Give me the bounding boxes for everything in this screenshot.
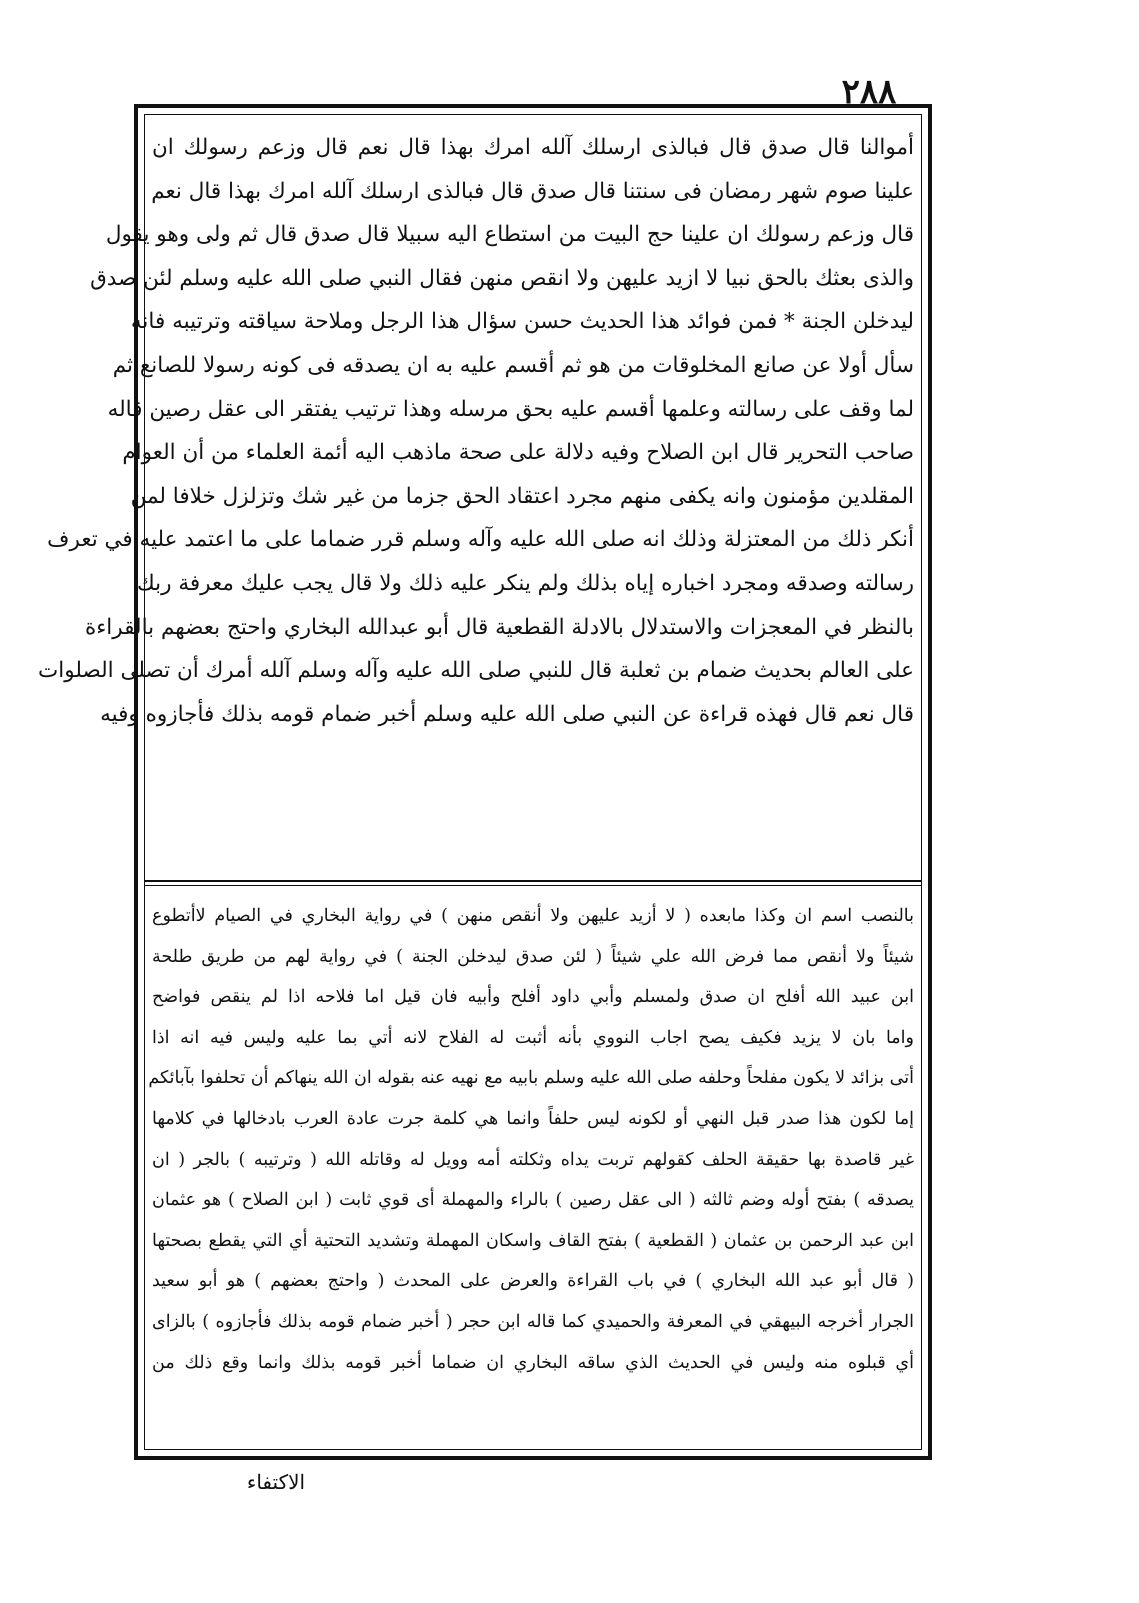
main-text-line: قال وزعم رسولك ان علينا حج البيت من استطاع اليه سبيلا قال صدق قال ثم ولى وهو يقول — [105, 222, 914, 248]
footnote-line: غير قاصدة بها حقيقة الحلف كقولهم تربت يداه وثكلته أمه وويل له وقاتله الله ( وترتيبه ) بالجر ( ان — [152, 1149, 914, 1170]
footnote-line: ابن عبد الرحمن بن عثمان ( القطعية ) بفتح القاف واسكان المهملة وتشديد التحتية أي التي يقطع بصحتها — [152, 1230, 914, 1251]
footnote-line: واما بان لا يزيد فكيف يصح اجاب النووي بأنه أثبت له الفلاح لانه أتي بما عليه وليس فيه انه اذا — [152, 1027, 914, 1048]
footnote-line: أتى بزائد لا يكون مفلحاً وحلفه صلى الله عليه وسلم بابيه مع نهيه عنه بقوله ان الله ينهاكم أن تحلفوا بآبائكم — [148, 1068, 914, 1089]
main-text-line: على العالم بحديث ضمام بن ثعلبة قال للنبي صلى الله عليه وآله وسلم آلله أمرك أن تصلى الصلوات — [38, 658, 914, 684]
main-text-line: والذى بعثك بالحق نبيا لا ازيد عليهن ولا انقص منهن فقال النبي صلى الله عليه وسلم لئن صدق — [90, 265, 914, 291]
main-text-line: سأل أولا عن صانع المخلوقات من هو ثم أقسم عليه به ان يصدقه فى كونه رسولا للصانع ثم — [112, 352, 914, 378]
footnote-line: شيئاً ولا أنقص مما فرض الله علي شيئاً ( لئن صدق ليدخلن الجنة ) في رواية لهم من طريق طلحة — [152, 946, 914, 967]
footnote-line: ابن عبيد الله أفلح ان صدق ولمسلم وأبي داود أفلح وأبيه فان قيل اما فلاحه اذا لم ينقص فواضح — [152, 987, 914, 1008]
main-text-line: رسالته وصدقه ومجرد اخباره إياه بذلك ولم ينكر عليه ذلك ولا قال يجب عليك معرفة ربك — [137, 570, 914, 596]
footnote-divider-inner — [144, 885, 922, 886]
footnote-divider — [144, 880, 922, 882]
footnote-line: الجرار أخرجه البيهقي في المعرفة والحميدي كما قاله ابن حجر ( أخبر ضمام قومه بذلك فأجازوه ) بالزاى — [152, 1311, 914, 1332]
main-text-line: لما وقف على رسالته وعلمها أقسم عليه بحق مرسله وهذا ترتيب يفتقر الى عقل رصين قاله — [107, 396, 914, 422]
page-number: ٢٨٨ — [841, 72, 897, 112]
main-text-line: المقلدين مؤمنون وانه يكفى منهم مجرد اعتقاد الحق جزما من غير شك وتزلزل خلافا لمن — [130, 483, 914, 509]
main-text-block — [38, 126, 914, 736]
catchword: الاكتفاء — [246, 1470, 306, 1494]
footnote-line: بالنصب اسم ان وكذا مابعده ( لا أزيد عليهن ولا أنقص منهن ) في رواية البخاري في الصيام لاأتطوع — [152, 906, 914, 926]
main-text-line: أنكر ذلك من المعتزلة وذلك انه صلى الله عليه وآله وسلم قرر ضماما على ما اعتمد عليه في تعرف — [47, 527, 914, 553]
footnote-line: أي قبلوه منه وليس في الحديث الذي ساقه البخاري ان ضماما أخبر قومه بذلك وانما وقع ذلك من — [152, 1352, 914, 1373]
footnote-line: يصدقه ) بفتح أوله وضم ثالثه ( الى عقل رصين ) بالراء والمهملة أى قوي ثابت ( ابن الصلاح ) هو عثمان — [152, 1190, 914, 1211]
main-text-line: ليدخلن الجنة * فمن فوائد هذا الحديث حسن سؤال هذا الرجل وملاحة سياقته وترتيبه فانه — [130, 309, 914, 335]
main-text-line: علينا صوم شهر رمضان فى سنتنا قال صدق قال فبالذى ارسلك آلله امرك بهذا قال نعم — [151, 178, 914, 204]
main-text-line: أموالنا قال صدق قال فبالذى ارسلك آلله امرك بهذا قال نعم قال وزعم رسولك ان — [152, 135, 914, 160]
footnote-block — [148, 896, 914, 1383]
footnote-line: ( قال أبو عبد الله البخاري ) في باب القراءة والعرض على المحدث ( واحتج بعضهم ) هو أبو سعيد — [152, 1271, 914, 1292]
main-text-line: بالنظر في المعجزات والاستدلال بالادلة القطعية قال أبو عبدالله البخاري واحتج بعضهم بالقراءة — [84, 614, 914, 640]
footnote-line: إما لكون هذا صدر قبل النهي أو لكونه ليس حلفاً وانما هي كلمة جرت عادة العرب بادخالها في كلامها — [152, 1108, 914, 1129]
main-text-line: قال نعم قال فهذه قراءة عن النبي صلى الله عليه وسلم أخبر ضمام قومه بذلك فأجازوه وفيه — [100, 701, 914, 727]
main-text-line: صاحب التحرير قال ابن الصلاح وفيه دلالة على صحة ماذهب اليه أئمة العلماء من أن العوام — [122, 440, 914, 466]
